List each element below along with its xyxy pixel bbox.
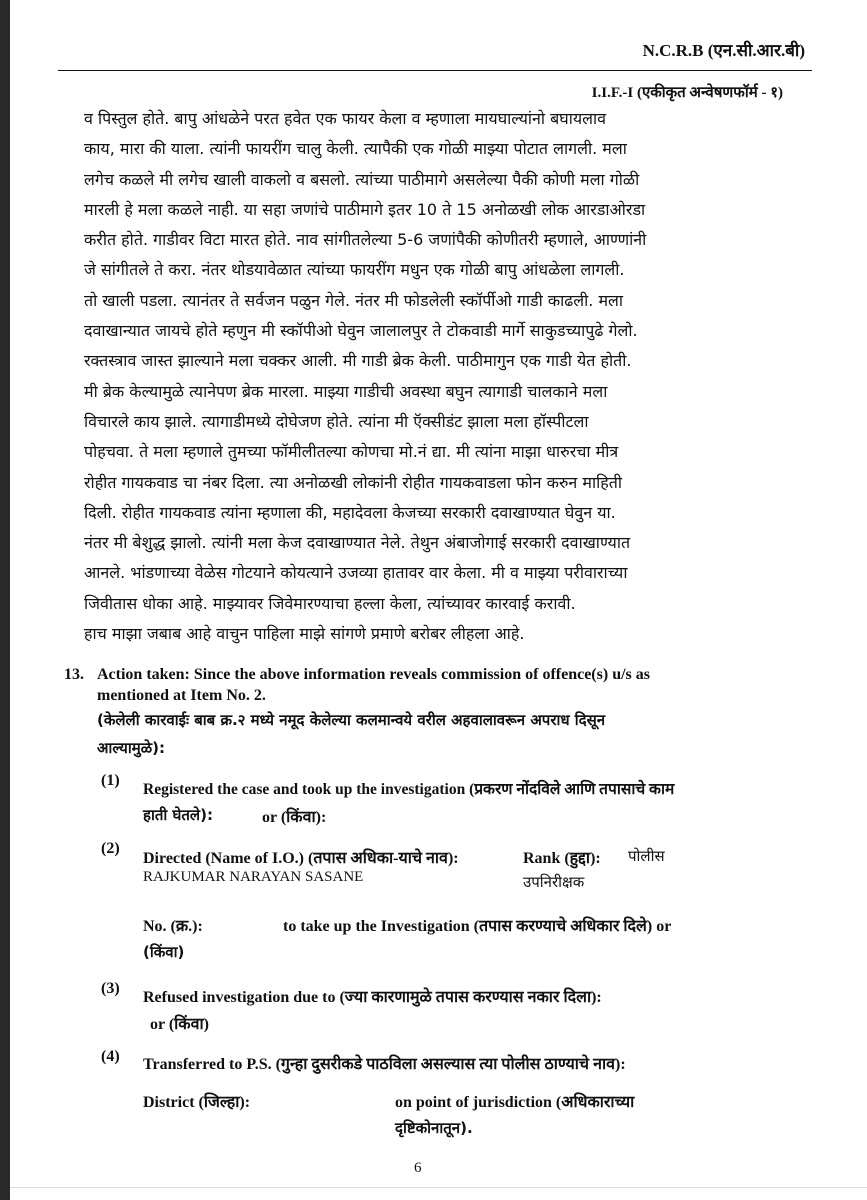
- form-label: I.I.F.-I (एकीकृत अन्वेषणफॉर्म - १): [591, 85, 783, 101]
- item-number: (2): [101, 840, 120, 857]
- item1-text: Registered the case and took up the investigation (प्रकरण नोंदविले आणि तपासाचे काम: [143, 781, 675, 798]
- section-number: 13.: [64, 666, 84, 683]
- item2-or: (किंवा): [143, 943, 185, 961]
- statement-line: करीत होते. गाडीवर विटा मारत होते. नाव सांगीतलेल्या 5-6 जणांपैकी कोणीतरी म्हणाले, आण्णांनी: [84, 230, 647, 250]
- rank-value-1: पोलीस: [628, 847, 665, 865]
- item3-or: or (किंवा): [150, 1016, 209, 1033]
- statement-body: [84, 104, 789, 649]
- statement-line: मी ब्रेक केल्यामुळे त्यानेपण ब्रेक मारला. माझ्या गाडीची अवस्था बघुन त्यागाडी चालकाने मला: [84, 381, 608, 401]
- statement-line: व पिस्तुल होते. बापु आंधळेने परत हवेत एक फायर केला व म्हणाला मायघाल्यांनो बघायलाव: [84, 109, 607, 128]
- statement-line: दिली. रोहीत गायकवाड त्यांना म्हणाला की, महादेवला केजच्या सरकारी दवाखाण्यात घेवुन या.: [84, 502, 616, 522]
- statement-line: आनले. भांडणाच्या वेळेस गोटयाने कोयत्याने उजव्या हातावर वार केला. मी व माझ्या परीवाराच्या: [84, 563, 628, 583]
- scan-edge: [0, 0, 10, 1200]
- no-label: No. (क्र.):: [143, 918, 203, 935]
- footer-divider: [10, 1187, 867, 1188]
- item-number: (1): [101, 772, 120, 789]
- jurisdiction-label: on point of jurisdiction (अधिकाराच्या: [395, 1094, 635, 1111]
- statement-line: विचारले काय झाले. त्यागाडीमध्ये दोघेजण होते. त्यांना मी ऍक्सीडंट झाला मला हॉस्पीटला: [84, 411, 589, 431]
- item-number: (4): [101, 1048, 120, 1065]
- statement-line: रोहीत गायकवाड चा नंबर दिला. त्या अनोळखी लोकांनी रोहीत गायकवाडला फोन करुन माहिती: [84, 472, 623, 492]
- statement-line: दवाखान्यात जायचे होते म्हणुन मी स्कॉपीओ घेवुन जालालपुर ते टोकवाडी मार्गे साकुडच्यापुढे गेलो.: [84, 321, 638, 341]
- item-number: (3): [101, 980, 120, 997]
- district-label: District (जिल्हा):: [143, 1094, 251, 1111]
- section-heading-line2: mentioned at Item No. 2.: [97, 687, 266, 704]
- item1-or: or (किंवा):: [262, 809, 327, 826]
- header-divider: [58, 70, 812, 71]
- section-heading-line1: Action taken: Since the above information reveals commission of offence(s) u/s as: [97, 666, 650, 683]
- statement-line: काय, मारा की याला. त्यांनी फायरींग चालु केली. त्यापैकी एक गोळी माझ्या पोटात लागली. मला: [84, 139, 627, 159]
- statement-line: तो खाली पडला. त्यानंतर ते सर्वजन पळुन गेले. नंतर मी फोडलेली स्कॉर्पीओ गाडी काढली. मला: [84, 290, 624, 310]
- statement-line: रक्तस्त्राव जास्त झाल्याने मला चक्कर आली. मी गाडी ब्रेक केली. पाठीमागुन एक गाडी येत होती.: [84, 351, 632, 371]
- statement-line: पोहचवा. ते मला म्हणाले तुमच्या फॉमीलीतल्या कोणचा मो.नं द्या. मी त्यांना माझा धारुरचा मीत्र: [84, 442, 619, 462]
- header-title: N.C.R.B (एन.सी.आर.बी): [642, 41, 805, 60]
- page-number: 6: [414, 1160, 422, 1176]
- statement-line: जे सांगीतले ते करा. नंतर थोडयावेळात त्यांच्या फायरींग मधुन एक गोळी बापु आंधळेला लागली.: [84, 260, 625, 280]
- section-heading-marathi-1: (केलेली कारवाईः बाब क्र.२ मध्ये नमूद केलेल्या कलमान्वये वरील अहवालावरून अपराध दिसून: [97, 711, 606, 729]
- statement-line: जिवीतास धोका आहे. माझ्यावर जिवेमारण्याचा हल्ला केला, त्यांच्यावर कारवाई करावी.: [84, 593, 576, 613]
- rank-label: Rank (हुद्दा):: [523, 850, 601, 867]
- item2-directed-label: Directed (Name of I.O.) (तपास अधिका-याचे नाव):: [143, 850, 459, 867]
- item4-text: Transferred to P.S. (गुन्हा दुसरीकडे पाठविला असल्यास त्या पोलीस ठाण्याचे नाव):: [143, 1056, 626, 1073]
- item3-text: Refused investigation due to (ज्या कारणामुळे तपास करण्यास नकार दिला):: [143, 989, 602, 1006]
- statement-line: हाच माझा जबाब आहे वाचुन पाहिला माझे सांगणे प्रमाणे बरोबर लीहला आहे.: [84, 624, 525, 644]
- io-name: RAJKUMAR NARAYAN SASANE: [143, 869, 364, 885]
- rank-value-2: उपनिरीक्षक: [523, 873, 585, 891]
- statement-line: मारली हे मला कळले नाही. या सहा जणांचे पाठीमागे इतर 10 ते 15 अनोळखी लोक आरडाओरडा: [84, 199, 646, 219]
- jurisdiction-label-2: दृष्टिकोनातून).: [395, 1119, 473, 1137]
- take-up-investigation: to take up the Investigation (तपास करण्याचे अधिकार दिले) or: [283, 918, 672, 935]
- section-heading-marathi-2: आल्यामुळे):: [97, 739, 165, 757]
- statement-line: नंतर मी बेशुद्ध झालो. त्यांनी मला केज दवाखाण्यात नेले. तेथुन अंबाजोगाई सरकारी दवाखाण्यात: [84, 533, 631, 553]
- item1-text-2: हाती घेतले):: [143, 806, 213, 824]
- statement-line: लगेच कळले मी लगेच खाली वाकलो व बसलो. त्यांच्या पाठीमागे असलेल्या पैकी कोणी मला गोळी: [84, 169, 640, 189]
